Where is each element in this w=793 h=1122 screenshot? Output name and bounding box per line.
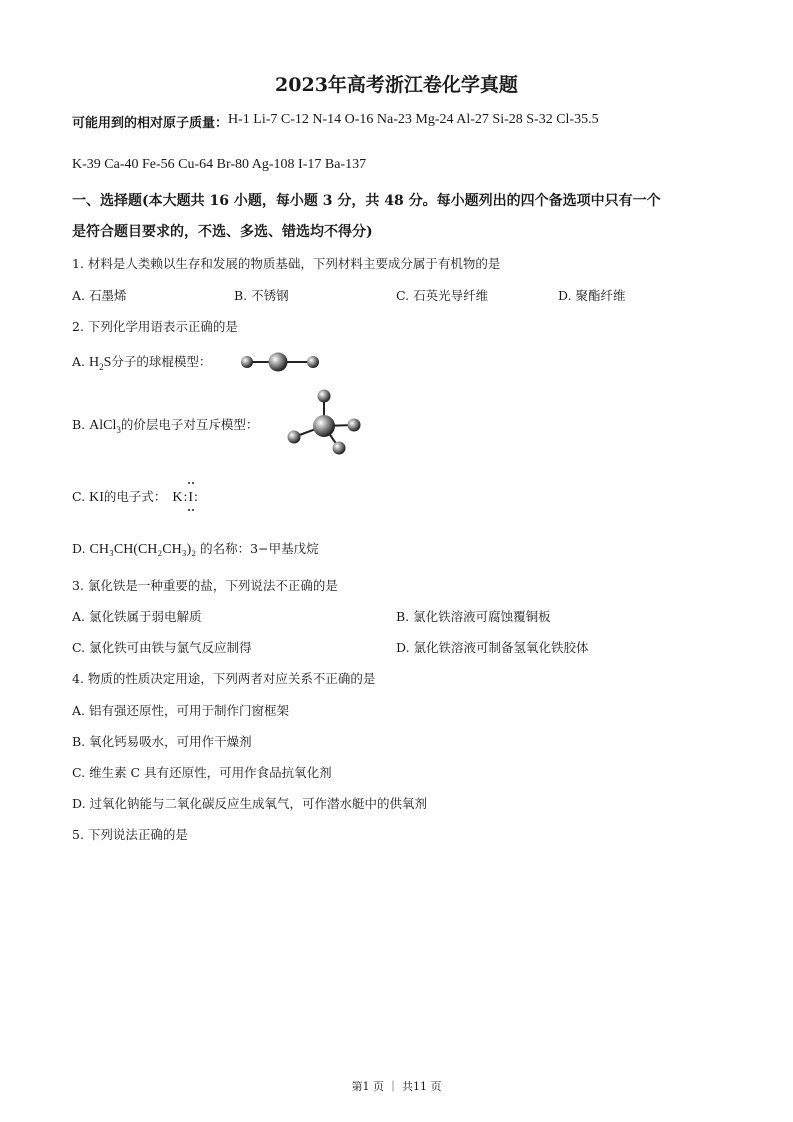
atomic-mass-values-1: H-1 Li-7 C-12 N-14 O-16 Na-23 Mg-24 Al-27 Si-28 S-32 Cl-35.5 (228, 112, 599, 127)
ligand-top (318, 390, 331, 403)
option-b-text: 的价层电子对互斥模型： (120, 417, 259, 432)
question-2-stem: 2. 下列化学用语表示正确的是 (72, 319, 238, 334)
iodine-symbol: I (188, 490, 194, 505)
question-1-option-d: D. 聚酯纤维 (558, 288, 626, 303)
question-1-option-c: C. 石英光导纤维 (396, 288, 489, 303)
atomic-mass-label: 可能用到的相对原子质量： (72, 116, 229, 131)
question-4-option-a: A. 铝有强还原性，可用于制作门窗框架 (72, 703, 289, 718)
question-4-option-d: D. 过氧化钠能与二氧化碳反应生成氧气，可作潜水艇中的供氧剂 (72, 796, 428, 811)
alcl3-main: AlCl (89, 418, 117, 433)
ki-electron-formula (172, 490, 198, 505)
alcl3-sub: 3 (116, 424, 121, 435)
option-d-text: 的名称：3−甲基戊烷 (200, 541, 319, 556)
question-3-option-b: B. 氯化铁溶液可腐蚀覆铜板 (396, 609, 551, 624)
ligand-left (288, 431, 301, 444)
question-2-option-c (72, 489, 198, 506)
h2s-s: S (103, 355, 112, 370)
atomic-mass-line-1 (72, 112, 599, 132)
question-3-stem: 3. 氯化铁是一种重要的盐，下列说法不正确的是 (72, 578, 338, 593)
alcl3-formula (89, 418, 121, 433)
option-d-prefix: D. (72, 541, 90, 556)
atomic-mass-values-2: K-39 Ca-40 Fe-56 Cu-64 Br-80 Ag-108 I-17 Ba-137 (72, 157, 367, 172)
option-b-prefix: B. (72, 417, 90, 432)
option-a-text: 分子的球棍模型： (111, 354, 212, 369)
hydrogen-atom-right (307, 356, 319, 368)
question-4-option-c: C. 维生素 C 具有还原性，可用作食品抗氧化剂 (72, 765, 332, 780)
organic-formula: CH₃CH(CH₂CH₃)₂ (89, 542, 197, 557)
section-heading-line-2: 是符合题目要求的，不选、多选、错选均不得分) (72, 224, 373, 240)
bond-colon: : (183, 490, 188, 505)
h2s-sub: 2 (99, 361, 104, 372)
option-a-prefix: A. (72, 354, 89, 369)
alcl3-vsepr-model (282, 386, 368, 458)
sulfur-atom (269, 353, 288, 372)
ki-formula: KI (89, 490, 104, 505)
electron-dot (188, 509, 190, 511)
hydrogen-atom-left (241, 356, 253, 368)
central-atom (313, 415, 335, 437)
electron-dot (188, 482, 190, 484)
page-footer: 第1 页 ｜ 共11 页 (351, 1080, 442, 1093)
option-c-prefix: C. (72, 489, 90, 504)
electron-dot (192, 509, 194, 511)
iodine-with-electrons (188, 490, 193, 506)
ligand-right (348, 419, 361, 432)
potassium-symbol: K (172, 490, 183, 505)
question-2-option-d (72, 541, 319, 558)
question-2-option-b (72, 417, 258, 434)
option-c-text: 的电子式： (103, 489, 167, 504)
question-1-option-b: B. 不锈钢 (234, 288, 289, 303)
question-3-option-a: A. 氯化铁属于弱电解质 (72, 609, 202, 624)
question-5-stem: 5. 下列说法正确的是 (72, 827, 188, 842)
section-heading-line-1: 一、选择题(本大题共 16 小题，每小题 3 分，共 48 分。每小题列出的四个备选项中只有一个 (72, 193, 661, 209)
question-3-option-d: D. 氯化铁溶液可制备氢氧化铁胶体 (396, 640, 589, 655)
question-3-option-c: C. 氯化铁可由铁与氯气反应制得 (72, 640, 252, 655)
question-2-option-a (72, 354, 211, 371)
question-4-option-b: B. 氧化钙易吸水，可用作干燥剂 (72, 734, 252, 749)
page-title: 2023年高考浙江卷化学真题 (275, 74, 518, 96)
question-4-stem: 4. 物质的性质决定用途，下列两者对应关系不正确的是 (72, 671, 376, 686)
h2s-ball-stick-model (235, 350, 325, 374)
h2s-formula (89, 355, 111, 370)
iodine-right-colon: : (194, 490, 198, 505)
question-1-option-a: A. 石墨烯 (72, 288, 127, 303)
ligand-bottom (333, 442, 346, 455)
question-1-stem: 1. 材料是人类赖以生存和发展的物质基础，下列材料主要成分属于有机物的是 (72, 256, 501, 271)
h2s-h: H (88, 355, 100, 370)
electron-dot (192, 482, 194, 484)
